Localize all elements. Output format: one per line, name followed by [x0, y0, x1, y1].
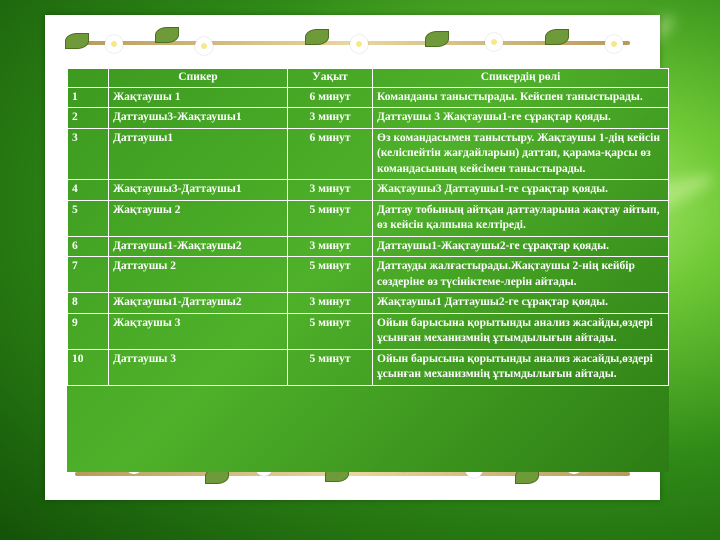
row-time: 6 минут	[288, 87, 373, 108]
row-number: 6	[68, 236, 109, 257]
row-role: Жақтаушы1 Даттаушы2-ге сұрақтар қояды.	[373, 293, 669, 314]
row-speaker: Жақтаушы 3	[109, 313, 288, 349]
row-time: 5 минут	[288, 200, 373, 236]
row-time: 3 минут	[288, 236, 373, 257]
row-role: Жақтаушы3 Даттаушы1-ге сұрақтар қояды.	[373, 180, 669, 201]
row-number: 2	[68, 108, 109, 129]
row-role: Ойын барысына қорытынды анализ жасайды,өздері ұсынған механизмнің ұтымдылығын айтады.	[373, 349, 669, 385]
table-row	[68, 349, 669, 385]
row-number: 5	[68, 200, 109, 236]
table-row	[68, 293, 669, 314]
row-role: Өз командасымен таныстыру. Жақтаушы 1-дің кейсін (келіспейтін жағдайларын) даттап, қарама-қарсы өз командасының кейсімен таныстырады.	[373, 128, 669, 180]
header-speaker: Спикер	[109, 69, 288, 88]
row-speaker: Жақтаушы1-Даттаушы2	[109, 293, 288, 314]
flower-icon	[605, 35, 623, 53]
row-number: 3	[68, 128, 109, 180]
leaf-icon	[305, 29, 329, 45]
row-role: Ойын барысына қорытынды анализ жасайды,өздері ұсынған механизмнің ұтымдылығын айтады.	[373, 313, 669, 349]
speaker-table	[67, 68, 669, 386]
row-number: 8	[68, 293, 109, 314]
table-row	[68, 128, 669, 180]
header-time: Уақыт	[288, 69, 373, 88]
row-speaker: Даттаушы1	[109, 128, 288, 180]
row-role: Даттау тобының айтқан даттауларына жақтау айтып, өз кейсін қалпына келтіреді.	[373, 200, 669, 236]
row-speaker: Жақтаушы 2	[109, 200, 288, 236]
table-row	[68, 236, 669, 257]
leaf-icon	[155, 27, 179, 43]
row-role: Даттауды жалғастырады.Жақтаушы 2-нің кейбір сөздеріне өз түсініктеме-лерін айтады.	[373, 257, 669, 293]
table-row	[68, 180, 669, 201]
header-role: Спикердің рөлі	[373, 69, 669, 88]
row-time: 5 минут	[288, 257, 373, 293]
flower-icon	[105, 35, 123, 53]
leaf-icon	[425, 31, 449, 47]
row-time: 5 минут	[288, 349, 373, 385]
row-speaker: Даттаушы 3	[109, 349, 288, 385]
table-header-row	[68, 69, 669, 88]
row-number: 10	[68, 349, 109, 385]
row-time: 3 минут	[288, 180, 373, 201]
leaf-icon	[545, 29, 569, 45]
row-number: 7	[68, 257, 109, 293]
table-row	[68, 108, 669, 129]
row-time: 6 минут	[288, 128, 373, 180]
top-vine-decoration	[65, 23, 640, 63]
row-number: 4	[68, 180, 109, 201]
table-row	[68, 257, 669, 293]
row-speaker: Жақтаушы3-Даттаушы1	[109, 180, 288, 201]
table-row	[68, 200, 669, 236]
row-speaker: Даттаушы 2	[109, 257, 288, 293]
flower-icon	[485, 33, 503, 51]
row-speaker: Даттаушы1-Жақтаушы2	[109, 236, 288, 257]
flower-icon	[195, 37, 213, 55]
header-number	[68, 69, 109, 88]
row-time: 3 минут	[288, 293, 373, 314]
row-number: 9	[68, 313, 109, 349]
row-role: Команданы таныстырады. Кейспен таныстырады.	[373, 87, 669, 108]
row-time: 5 минут	[288, 313, 373, 349]
flower-icon	[350, 35, 368, 53]
row-role: Даттаушы1-Жақтаушы2-ге сұрақтар қояды.	[373, 236, 669, 257]
row-speaker: Жақтаушы 1	[109, 87, 288, 108]
row-time: 3 минут	[288, 108, 373, 129]
table-row	[68, 313, 669, 349]
row-number: 1	[68, 87, 109, 108]
table-row	[68, 87, 669, 108]
row-speaker: Даттаушы3-Жақтаушы1	[109, 108, 288, 129]
row-role: Даттаушы 3 Жақтаушы1-ге сұрақтар қояды.	[373, 108, 669, 129]
leaf-icon	[65, 33, 89, 49]
vine-line	[75, 472, 630, 476]
